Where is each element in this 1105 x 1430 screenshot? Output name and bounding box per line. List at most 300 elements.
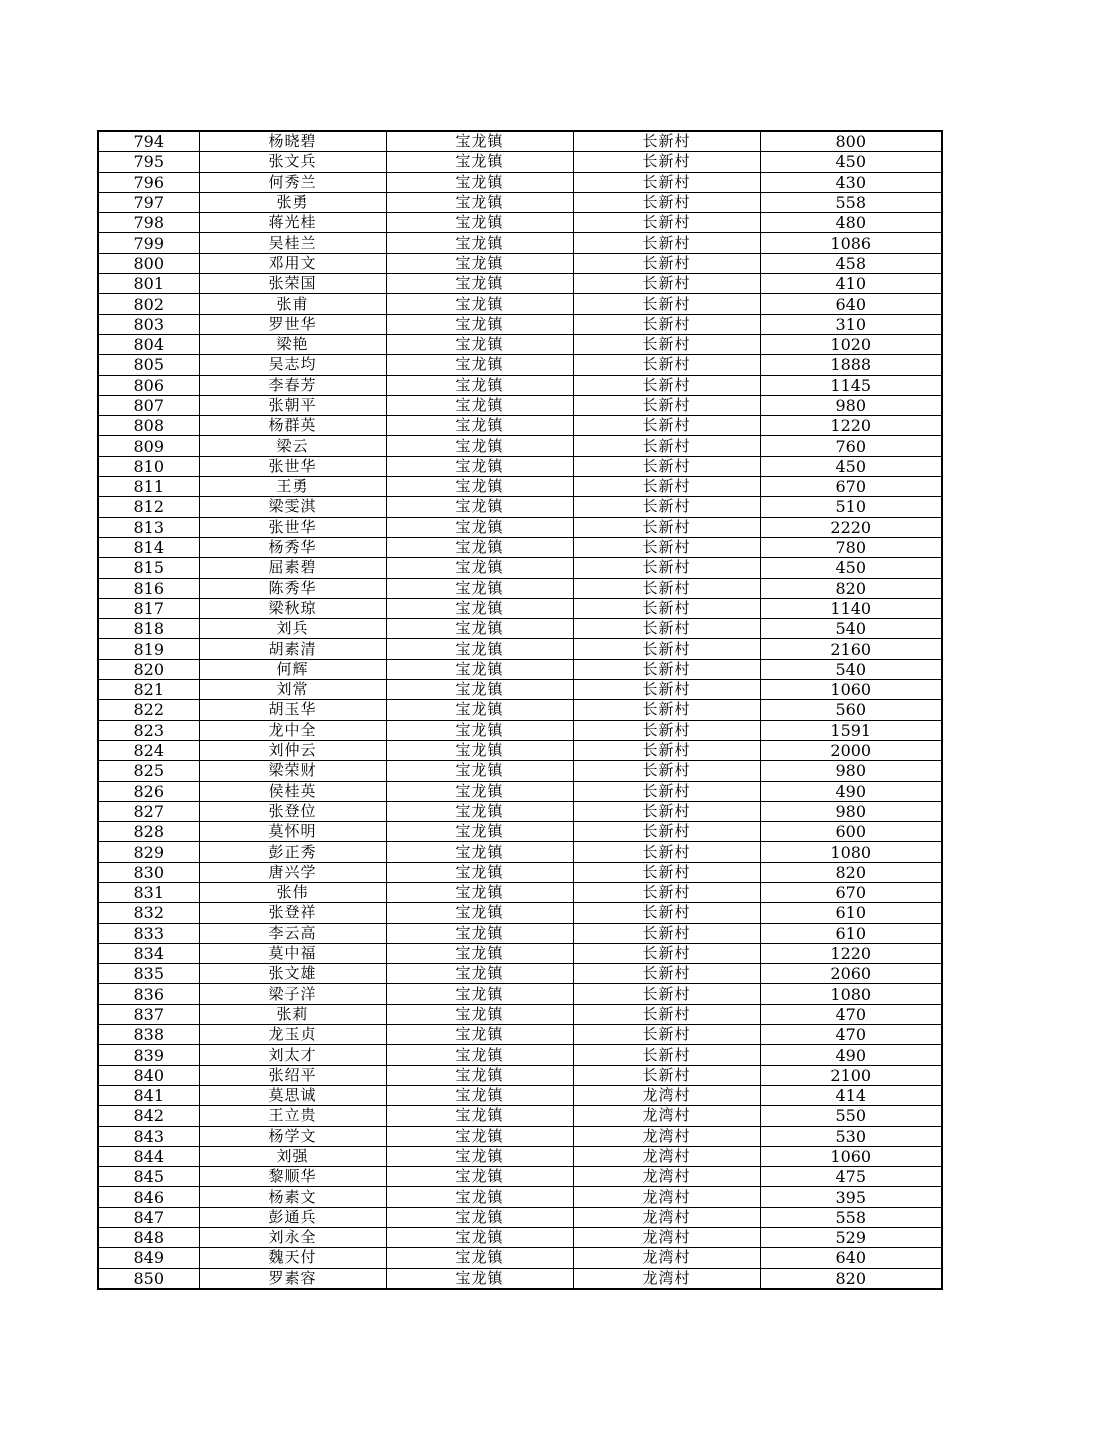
amount-cell: 450 [760, 456, 942, 476]
row-number-cell: 799 [98, 233, 199, 253]
village-cell: 长新村 [573, 882, 760, 902]
name-cell: 刘强 [199, 1146, 386, 1166]
town-cell: 宝龙镇 [386, 192, 573, 212]
table-row [98, 395, 942, 415]
table-row [98, 700, 942, 720]
name-cell: 吴志均 [199, 355, 386, 375]
table-row [98, 416, 942, 436]
amount-cell: 610 [760, 923, 942, 943]
town-cell: 宝龙镇 [386, 517, 573, 537]
town-cell: 宝龙镇 [386, 1207, 573, 1227]
name-cell: 吴桂兰 [199, 233, 386, 253]
amount-cell: 490 [760, 1045, 942, 1065]
amount-cell: 450 [760, 558, 942, 578]
village-cell: 长新村 [573, 395, 760, 415]
name-cell: 张世华 [199, 456, 386, 476]
table-row [98, 862, 942, 882]
town-cell: 宝龙镇 [386, 1004, 573, 1024]
name-cell: 张莉 [199, 1004, 386, 1024]
village-cell: 长新村 [573, 761, 760, 781]
name-cell: 杨晓碧 [199, 131, 386, 152]
town-cell: 宝龙镇 [386, 639, 573, 659]
amount-cell: 558 [760, 1207, 942, 1227]
village-cell: 长新村 [573, 253, 760, 273]
amount-cell: 980 [760, 801, 942, 821]
amount-cell: 450 [760, 152, 942, 172]
row-number-cell: 804 [98, 334, 199, 354]
name-cell: 胡素清 [199, 639, 386, 659]
village-cell: 龙湾村 [573, 1207, 760, 1227]
town-cell: 宝龙镇 [386, 903, 573, 923]
name-cell: 邓用文 [199, 253, 386, 273]
row-number-cell: 803 [98, 314, 199, 334]
amount-cell: 1060 [760, 680, 942, 700]
town-cell: 宝龙镇 [386, 1045, 573, 1065]
table-row [98, 1146, 942, 1166]
town-cell: 宝龙镇 [386, 131, 573, 152]
town-cell: 宝龙镇 [386, 1187, 573, 1207]
name-cell: 唐兴学 [199, 862, 386, 882]
table-row [98, 923, 942, 943]
table-row [98, 1004, 942, 1024]
row-number-cell: 846 [98, 1187, 199, 1207]
village-cell: 长新村 [573, 517, 760, 537]
town-cell: 宝龙镇 [386, 477, 573, 497]
town-cell: 宝龙镇 [386, 781, 573, 801]
amount-cell: 640 [760, 294, 942, 314]
name-cell: 张朝平 [199, 395, 386, 415]
village-cell: 长新村 [573, 578, 760, 598]
table-row [98, 943, 942, 963]
table-row [98, 192, 942, 212]
row-number-cell: 822 [98, 700, 199, 720]
row-number-cell: 823 [98, 720, 199, 740]
row-number-cell: 831 [98, 882, 199, 902]
table-row [98, 1106, 942, 1126]
amount-cell: 980 [760, 761, 942, 781]
town-cell: 宝龙镇 [386, 152, 573, 172]
town-cell: 宝龙镇 [386, 1248, 573, 1268]
name-cell: 杨学文 [199, 1126, 386, 1146]
amount-cell: 540 [760, 659, 942, 679]
table-row [98, 233, 942, 253]
town-cell: 宝龙镇 [386, 294, 573, 314]
village-cell: 长新村 [573, 152, 760, 172]
amount-cell: 600 [760, 822, 942, 842]
amount-cell: 550 [760, 1106, 942, 1126]
table-row [98, 314, 942, 334]
data-table [97, 130, 943, 1290]
village-cell: 龙湾村 [573, 1268, 760, 1289]
name-cell: 屈素碧 [199, 558, 386, 578]
name-cell: 李春芳 [199, 375, 386, 395]
name-cell: 张登位 [199, 801, 386, 821]
amount-cell: 470 [760, 1025, 942, 1045]
row-number-cell: 796 [98, 172, 199, 192]
name-cell: 杨秀华 [199, 537, 386, 557]
village-cell: 龙湾村 [573, 1085, 760, 1105]
town-cell: 宝龙镇 [386, 882, 573, 902]
row-number-cell: 820 [98, 659, 199, 679]
row-number-cell: 813 [98, 517, 199, 537]
village-cell: 长新村 [573, 274, 760, 294]
name-cell: 王勇 [199, 477, 386, 497]
amount-cell: 820 [760, 578, 942, 598]
town-cell: 宝龙镇 [386, 1065, 573, 1085]
town-cell: 宝龙镇 [386, 740, 573, 760]
row-number-cell: 843 [98, 1126, 199, 1146]
village-cell: 长新村 [573, 1045, 760, 1065]
row-number-cell: 808 [98, 416, 199, 436]
amount-cell: 490 [760, 781, 942, 801]
name-cell: 梁子洋 [199, 984, 386, 1004]
amount-cell: 430 [760, 172, 942, 192]
amount-cell: 1080 [760, 984, 942, 1004]
village-cell: 长新村 [573, 477, 760, 497]
table-row [98, 720, 942, 740]
name-cell: 杨群英 [199, 416, 386, 436]
table-row [98, 1268, 942, 1289]
village-cell: 长新村 [573, 740, 760, 760]
town-cell: 宝龙镇 [386, 1106, 573, 1126]
amount-cell: 1080 [760, 842, 942, 862]
amount-cell: 530 [760, 1126, 942, 1146]
name-cell: 梁雯淇 [199, 497, 386, 517]
table-row [98, 740, 942, 760]
table-row [98, 558, 942, 578]
amount-cell: 560 [760, 700, 942, 720]
town-cell: 宝龙镇 [386, 578, 573, 598]
village-cell: 长新村 [573, 781, 760, 801]
table-row [98, 639, 942, 659]
amount-cell: 1140 [760, 598, 942, 618]
row-number-cell: 841 [98, 1085, 199, 1105]
amount-cell: 800 [760, 131, 942, 152]
row-number-cell: 801 [98, 274, 199, 294]
row-number-cell: 838 [98, 1025, 199, 1045]
name-cell: 李云高 [199, 923, 386, 943]
name-cell: 黎顺华 [199, 1167, 386, 1187]
row-number-cell: 827 [98, 801, 199, 821]
row-number-cell: 847 [98, 1207, 199, 1227]
table-row [98, 781, 942, 801]
amount-cell: 2060 [760, 964, 942, 984]
village-cell: 长新村 [573, 558, 760, 578]
amount-cell: 2160 [760, 639, 942, 659]
amount-cell: 558 [760, 192, 942, 212]
row-number-cell: 837 [98, 1004, 199, 1024]
town-cell: 宝龙镇 [386, 822, 573, 842]
row-number-cell: 844 [98, 1146, 199, 1166]
name-cell: 刘太才 [199, 1045, 386, 1065]
table-row [98, 761, 942, 781]
town-cell: 宝龙镇 [386, 862, 573, 882]
table-row [98, 1126, 942, 1146]
amount-cell: 980 [760, 395, 942, 415]
table-row [98, 355, 942, 375]
name-cell: 张文雄 [199, 964, 386, 984]
row-number-cell: 832 [98, 903, 199, 923]
row-number-cell: 839 [98, 1045, 199, 1065]
table-row [98, 1085, 942, 1105]
row-number-cell: 819 [98, 639, 199, 659]
name-cell: 侯桂英 [199, 781, 386, 801]
table-row [98, 822, 942, 842]
row-number-cell: 845 [98, 1167, 199, 1187]
amount-cell: 670 [760, 477, 942, 497]
village-cell: 长新村 [573, 334, 760, 354]
amount-cell: 1220 [760, 416, 942, 436]
town-cell: 宝龙镇 [386, 334, 573, 354]
name-cell: 张伟 [199, 882, 386, 902]
table-row [98, 456, 942, 476]
amount-cell: 395 [760, 1187, 942, 1207]
table-row [98, 294, 942, 314]
town-cell: 宝龙镇 [386, 172, 573, 192]
village-cell: 龙湾村 [573, 1167, 760, 1187]
table-row [98, 842, 942, 862]
table-row [98, 903, 942, 923]
village-cell: 长新村 [573, 598, 760, 618]
table-row [98, 497, 942, 517]
name-cell: 龙中全 [199, 720, 386, 740]
amount-cell: 310 [760, 314, 942, 334]
town-cell: 宝龙镇 [386, 923, 573, 943]
town-cell: 宝龙镇 [386, 1228, 573, 1248]
row-number-cell: 798 [98, 213, 199, 233]
village-cell: 长新村 [573, 456, 760, 476]
village-cell: 长新村 [573, 659, 760, 679]
village-cell: 长新村 [573, 943, 760, 963]
row-number-cell: 797 [98, 192, 199, 212]
row-number-cell: 836 [98, 984, 199, 1004]
village-cell: 长新村 [573, 1065, 760, 1085]
town-cell: 宝龙镇 [386, 375, 573, 395]
town-cell: 宝龙镇 [386, 1126, 573, 1146]
village-cell: 长新村 [573, 964, 760, 984]
name-cell: 彭正秀 [199, 842, 386, 862]
table-row [98, 619, 942, 639]
row-number-cell: 806 [98, 375, 199, 395]
village-cell: 长新村 [573, 537, 760, 557]
row-number-cell: 809 [98, 436, 199, 456]
town-cell: 宝龙镇 [386, 436, 573, 456]
town-cell: 宝龙镇 [386, 274, 573, 294]
village-cell: 长新村 [573, 192, 760, 212]
row-number-cell: 802 [98, 294, 199, 314]
town-cell: 宝龙镇 [386, 456, 573, 476]
name-cell: 龙玉贞 [199, 1025, 386, 1045]
table-row [98, 598, 942, 618]
town-cell: 宝龙镇 [386, 700, 573, 720]
name-cell: 杨素文 [199, 1187, 386, 1207]
village-cell: 长新村 [573, 639, 760, 659]
name-cell: 梁云 [199, 436, 386, 456]
row-number-cell: 815 [98, 558, 199, 578]
village-cell: 长新村 [573, 822, 760, 842]
town-cell: 宝龙镇 [386, 558, 573, 578]
amount-cell: 780 [760, 537, 942, 557]
town-cell: 宝龙镇 [386, 416, 573, 436]
table-row [98, 517, 942, 537]
town-cell: 宝龙镇 [386, 395, 573, 415]
row-number-cell: 833 [98, 923, 199, 943]
town-cell: 宝龙镇 [386, 619, 573, 639]
row-number-cell: 794 [98, 131, 199, 152]
town-cell: 宝龙镇 [386, 761, 573, 781]
village-cell: 长新村 [573, 680, 760, 700]
table-row [98, 578, 942, 598]
town-cell: 宝龙镇 [386, 943, 573, 963]
table-row [98, 1045, 942, 1065]
amount-cell: 2100 [760, 1065, 942, 1085]
table-row [98, 1187, 942, 1207]
village-cell: 龙湾村 [573, 1126, 760, 1146]
amount-cell: 470 [760, 1004, 942, 1024]
amount-cell: 1888 [760, 355, 942, 375]
name-cell: 莫中福 [199, 943, 386, 963]
row-number-cell: 840 [98, 1065, 199, 1085]
row-number-cell: 825 [98, 761, 199, 781]
village-cell: 龙湾村 [573, 1228, 760, 1248]
table-row [98, 1167, 942, 1187]
table-row [98, 477, 942, 497]
village-cell: 长新村 [573, 213, 760, 233]
name-cell: 魏天付 [199, 1248, 386, 1268]
village-cell: 长新村 [573, 903, 760, 923]
town-cell: 宝龙镇 [386, 233, 573, 253]
name-cell: 罗素容 [199, 1268, 386, 1289]
table-row [98, 253, 942, 273]
amount-cell: 610 [760, 903, 942, 923]
amount-cell: 1060 [760, 1146, 942, 1166]
town-cell: 宝龙镇 [386, 720, 573, 740]
name-cell: 张世华 [199, 517, 386, 537]
table-row [98, 375, 942, 395]
village-cell: 长新村 [573, 172, 760, 192]
row-number-cell: 795 [98, 152, 199, 172]
name-cell: 张文兵 [199, 152, 386, 172]
amount-cell: 820 [760, 1268, 942, 1289]
row-number-cell: 835 [98, 964, 199, 984]
amount-cell: 1591 [760, 720, 942, 740]
amount-cell: 475 [760, 1167, 942, 1187]
town-cell: 宝龙镇 [386, 497, 573, 517]
row-number-cell: 826 [98, 781, 199, 801]
name-cell: 刘仲云 [199, 740, 386, 760]
name-cell: 王立贵 [199, 1106, 386, 1126]
village-cell: 龙湾村 [573, 1106, 760, 1126]
row-number-cell: 812 [98, 497, 199, 517]
row-number-cell: 817 [98, 598, 199, 618]
town-cell: 宝龙镇 [386, 1025, 573, 1045]
name-cell: 莫思诚 [199, 1085, 386, 1105]
table-row [98, 537, 942, 557]
row-number-cell: 824 [98, 740, 199, 760]
amount-cell: 410 [760, 274, 942, 294]
name-cell: 张绍平 [199, 1065, 386, 1085]
table-row [98, 964, 942, 984]
row-number-cell: 850 [98, 1268, 199, 1289]
town-cell: 宝龙镇 [386, 659, 573, 679]
table-row [98, 882, 942, 902]
row-number-cell: 807 [98, 395, 199, 415]
town-cell: 宝龙镇 [386, 801, 573, 821]
village-cell: 长新村 [573, 923, 760, 943]
village-cell: 长新村 [573, 233, 760, 253]
table-row [98, 436, 942, 456]
row-number-cell: 818 [98, 619, 199, 639]
amount-cell: 480 [760, 213, 942, 233]
town-cell: 宝龙镇 [386, 253, 573, 273]
town-cell: 宝龙镇 [386, 964, 573, 984]
amount-cell: 820 [760, 862, 942, 882]
name-cell: 彭通兵 [199, 1207, 386, 1227]
table-row [98, 659, 942, 679]
table-row [98, 152, 942, 172]
table-row [98, 334, 942, 354]
town-cell: 宝龙镇 [386, 680, 573, 700]
village-cell: 龙湾村 [573, 1248, 760, 1268]
village-cell: 长新村 [573, 700, 760, 720]
village-cell: 长新村 [573, 619, 760, 639]
table-row [98, 1207, 942, 1227]
name-cell: 梁荣财 [199, 761, 386, 781]
row-number-cell: 834 [98, 943, 199, 963]
town-cell: 宝龙镇 [386, 1268, 573, 1289]
amount-cell: 1145 [760, 375, 942, 395]
town-cell: 宝龙镇 [386, 984, 573, 1004]
name-cell: 张登祥 [199, 903, 386, 923]
town-cell: 宝龙镇 [386, 1167, 573, 1187]
amount-cell: 414 [760, 1085, 942, 1105]
table-row [98, 1065, 942, 1085]
town-cell: 宝龙镇 [386, 1085, 573, 1105]
village-cell: 长新村 [573, 801, 760, 821]
table-row [98, 984, 942, 1004]
name-cell: 刘兵 [199, 619, 386, 639]
name-cell: 张勇 [199, 192, 386, 212]
village-cell: 长新村 [573, 842, 760, 862]
name-cell: 梁秋琼 [199, 598, 386, 618]
town-cell: 宝龙镇 [386, 314, 573, 334]
amount-cell: 2220 [760, 517, 942, 537]
row-number-cell: 814 [98, 537, 199, 557]
name-cell: 梁艳 [199, 334, 386, 354]
name-cell: 陈秀华 [199, 578, 386, 598]
name-cell: 张荣国 [199, 274, 386, 294]
name-cell: 胡玉华 [199, 700, 386, 720]
row-number-cell: 821 [98, 680, 199, 700]
amount-cell: 2000 [760, 740, 942, 760]
amount-cell: 510 [760, 497, 942, 517]
village-cell: 龙湾村 [573, 1187, 760, 1207]
village-cell: 长新村 [573, 984, 760, 1004]
row-number-cell: 816 [98, 578, 199, 598]
town-cell: 宝龙镇 [386, 598, 573, 618]
village-cell: 长新村 [573, 497, 760, 517]
village-cell: 长新村 [573, 862, 760, 882]
table-row [98, 172, 942, 192]
village-cell: 长新村 [573, 1004, 760, 1024]
table-row [98, 213, 942, 233]
name-cell: 何辉 [199, 659, 386, 679]
village-cell: 长新村 [573, 436, 760, 456]
row-number-cell: 828 [98, 822, 199, 842]
amount-cell: 458 [760, 253, 942, 273]
village-cell: 长新村 [573, 294, 760, 314]
table-row [98, 680, 942, 700]
